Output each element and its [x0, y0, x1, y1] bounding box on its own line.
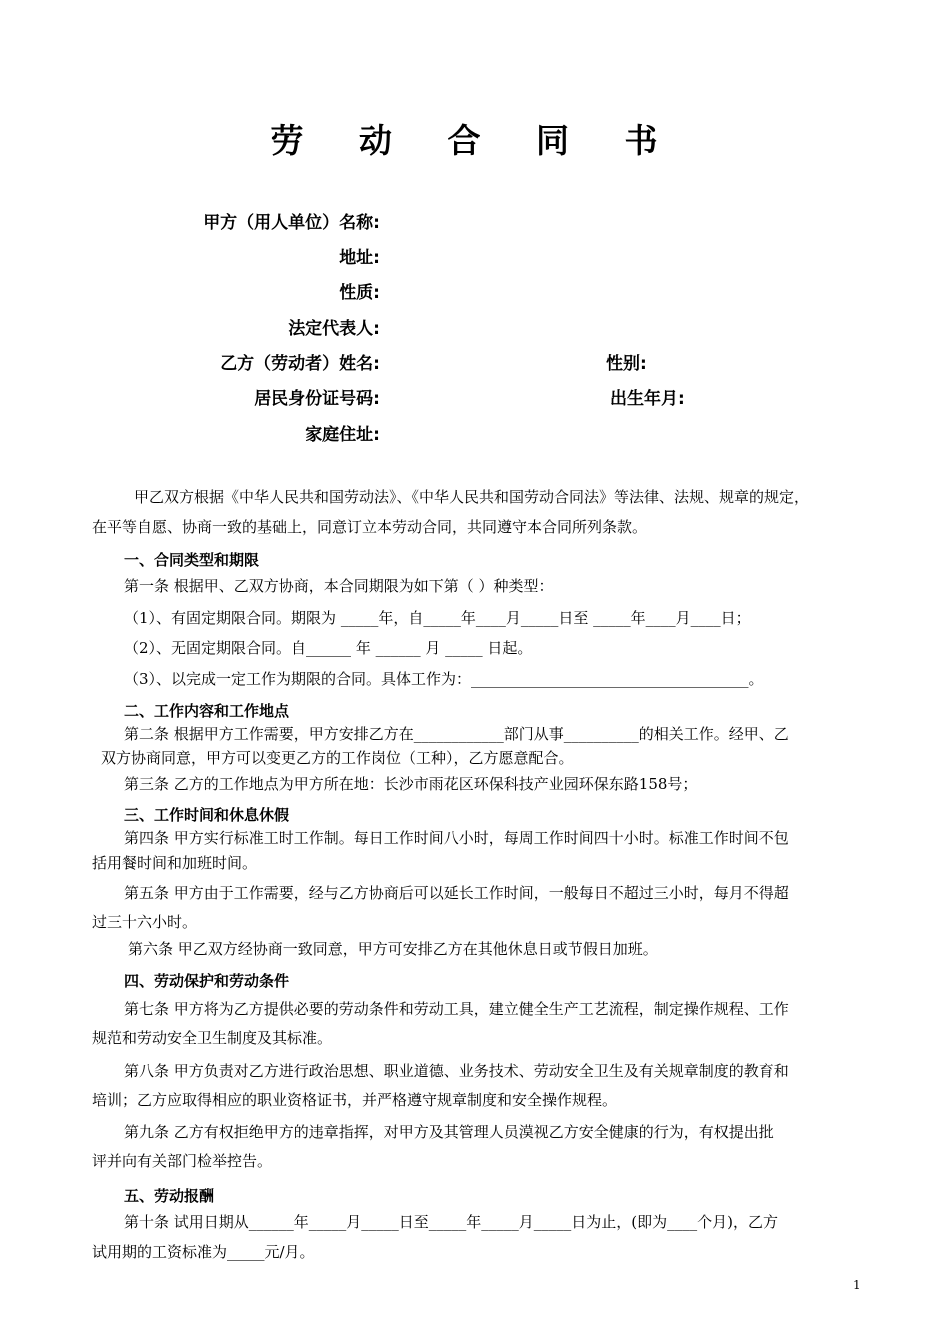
page-title: 劳 动 合 同 书	[270, 121, 680, 160]
article-4-line-2: 括用餐时间和加班时间。	[92, 854, 258, 872]
article-8-line-1: 第八条 甲方负责对乙方进行政治思想、职业道德、业务技术、劳动安全卫生及有关规章制度的教育和	[124, 1062, 789, 1080]
article-7-line-1: 第七条 甲方将为乙方提供必要的劳动条件和劳动工具，建立健全生产工艺流程，制定操作规程、工作	[124, 1000, 789, 1018]
id-number-label: 居民身份证号码:	[254, 389, 380, 409]
address-label: 地址:	[339, 248, 380, 268]
employer-name-label: 甲方（用人单位）名称:	[203, 213, 380, 233]
intro-line-1: 甲乙双方根据《中华人民共和国劳动法》、《中华人民共和国劳动合同法》等法律、法规、规章的规定，	[134, 488, 810, 506]
article-10-line-1: 第十条 试用日期从______年_____月_____日至_____年_____月_____日为止，(即为____个月)，乙方	[124, 1213, 778, 1231]
article-5-line-1: 第五条 甲方由于工作需要，经与乙方协商后可以延长工作时间，一般每日不超过三小时，每月不得超	[124, 884, 789, 902]
section-heading-3: 三、工作时间和休息休假	[124, 806, 290, 824]
legal-rep-label: 法定代表人:	[288, 319, 380, 339]
page-number: 1	[853, 1278, 861, 1292]
article-2-line-2: 双方协商同意，甲方可以变更乙方的工作岗位（工种），乙方愿意配合。	[101, 749, 574, 767]
option-3: （3）、以完成一定工作为期限的合同。具体工作为：_____________________________________。	[124, 670, 764, 688]
option-2: （2）、无固定期限合同。自______ 年 ______ 月 _____ 日起。	[124, 639, 533, 657]
article-9-line-2: 评并向有关部门检举控告。	[92, 1152, 273, 1170]
home-address-label: 家庭住址:	[305, 425, 380, 445]
article-7-line-2: 规范和劳动安全卫生制度及其标准。	[92, 1029, 333, 1047]
article-2-line-1: 第二条 根据甲方工作需要，甲方安排乙方在____________部门从事__________的相关工作。经甲、乙	[124, 725, 789, 743]
option-1: （1）、有固定期限合同。期限为 _____年，自_____年____月_____日至 _____年____月____日；	[124, 609, 751, 627]
article-1: 第一条 根据甲、乙双方协商，本合同期限为如下第（ ）种类型：	[124, 577, 554, 595]
article-10-line-2: 试用期的工资标准为_____元/月。	[92, 1243, 315, 1261]
article-9-line-1: 第九条 乙方有权拒绝甲方的违章指挥，对甲方及其管理人员漠视乙方安全健康的行为，有权提出批	[124, 1123, 774, 1141]
article-3: 第三条 乙方的工作地点为甲方所在地：长沙市雨花区环保科技产业园环保东路158号；	[124, 775, 698, 793]
birth-label: 出生年月:	[610, 389, 685, 409]
section-heading-5: 五、劳动报酬	[124, 1187, 215, 1205]
intro-line-2: 在平等自愿、协商一致的基础上，同意订立本劳动合同，共同遵守本合同所列条款。	[92, 518, 648, 536]
article-8-line-2: 培训；乙方应取得相应的职业资格证书，并严格遵守规章制度和安全操作规程。	[92, 1091, 618, 1109]
section-heading-4: 四、劳动保护和劳动条件	[124, 972, 290, 990]
article-4-line-1: 第四条 甲方实行标准工时工作制。每日工作时间八小时，每周工作时间四十小时。标准工作时间不包	[124, 829, 789, 847]
section-heading-2: 二、工作内容和工作地点	[124, 702, 290, 720]
article-6: 第六条 甲乙双方经协商一致同意，甲方可安排乙方在其他休息日或节假日加班。	[128, 940, 658, 958]
nature-label: 性质:	[339, 283, 380, 303]
article-5-line-2: 过三十六小时。	[92, 913, 198, 931]
section-heading-1: 一、合同类型和期限	[124, 551, 260, 569]
gender-label: 性别:	[606, 354, 647, 374]
employee-name-label: 乙方（劳动者）姓名:	[220, 354, 380, 374]
